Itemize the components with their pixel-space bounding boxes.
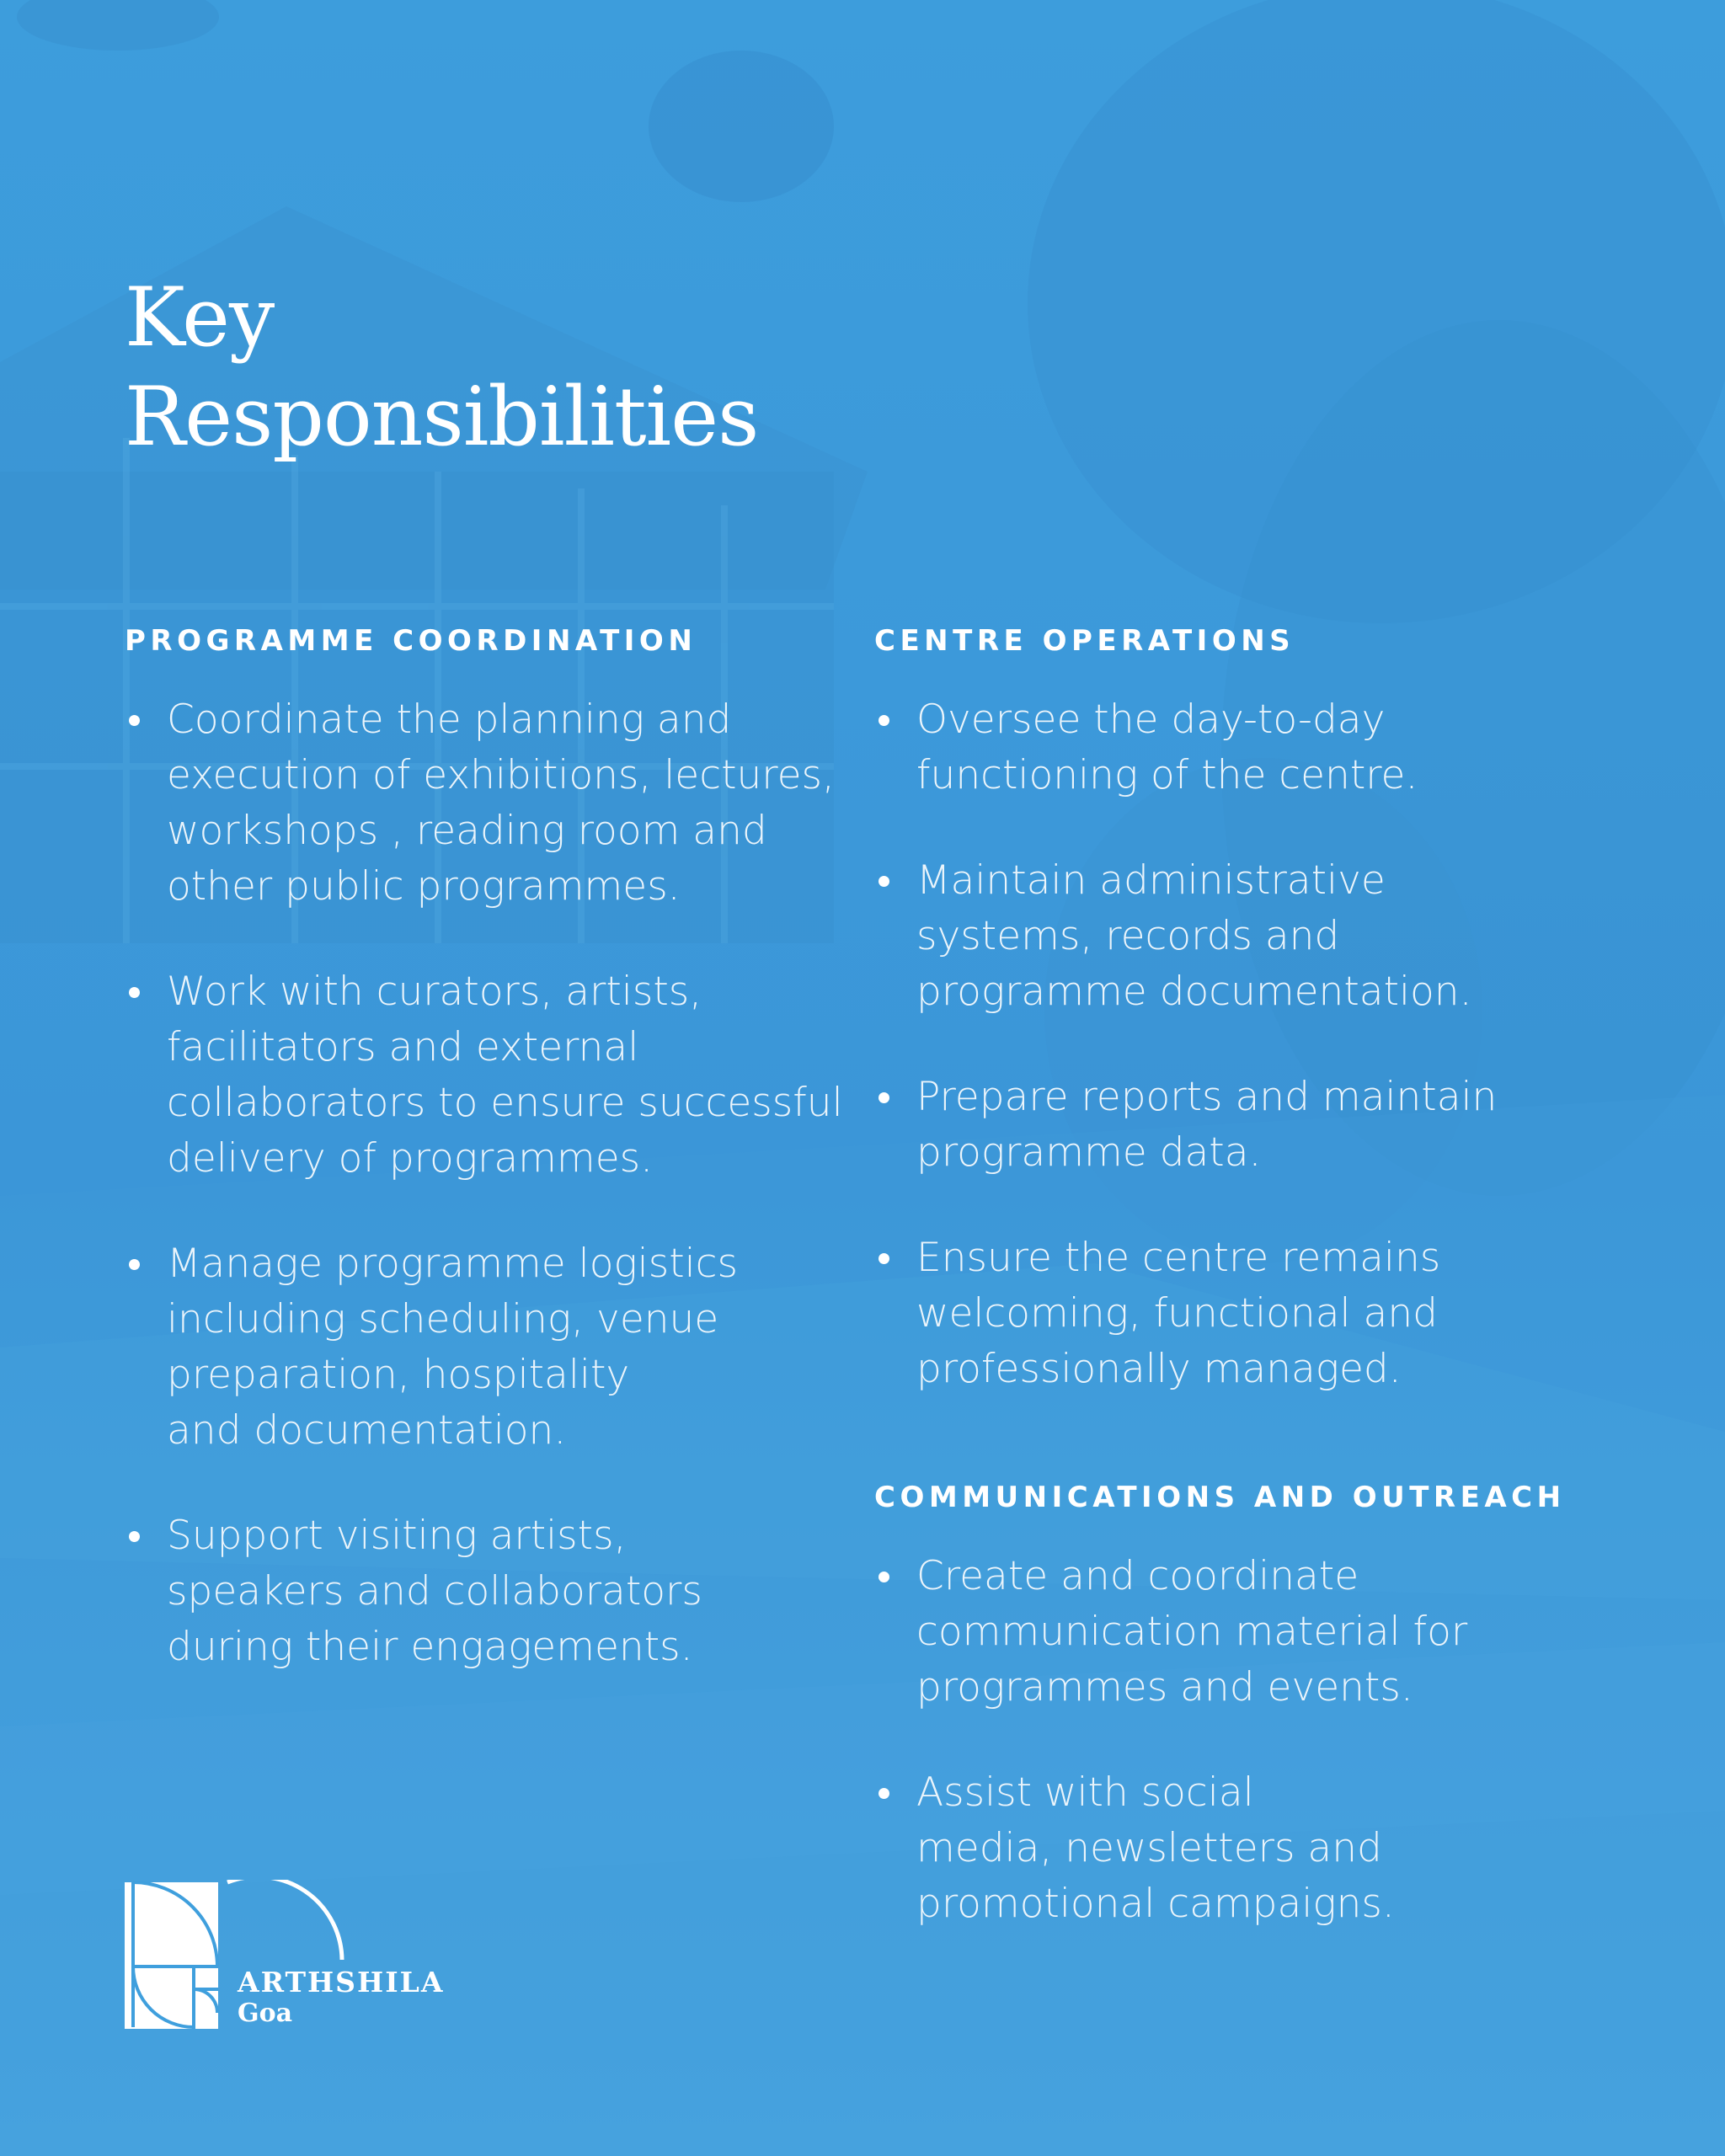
- page-title-line-2: Responsibilities: [125, 370, 759, 464]
- bullet-list: [874, 692, 1632, 1397]
- list-item: Manage programme logistics including scheduling, venue preparation, hospitality and documentation.: [125, 1236, 849, 1459]
- list-item: Create and coordinate communication material for programmes and events.: [874, 1549, 1649, 1716]
- section-heading: COMMUNICATIONS AND OUTREACH: [874, 1481, 1566, 1514]
- list-item: Ensure the centre remains welcoming, functional and professionally managed.: [874, 1230, 1632, 1397]
- page-title-line-1: Key: [125, 270, 275, 365]
- list-item: Work with curators, artists, facilitators and external collaborators to ensure successful delivery of programmes.: [125, 964, 849, 1187]
- bullet-list: [125, 692, 849, 1675]
- logo-place: Goa: [238, 1999, 293, 2028]
- section-communications-outreach: [874, 1476, 1649, 1982]
- list-item: Prepare reports and maintain programme data.: [874, 1070, 1632, 1181]
- arthshila-logo: [125, 1880, 445, 2031]
- list-item: Assist with social media, newsletters and promotional campaigns.: [874, 1765, 1649, 1932]
- list-item: Support visiting artists, speakers and collaborators during their engagements.: [125, 1508, 849, 1675]
- section-programme-coordination: [125, 620, 849, 1725]
- page-title: [125, 268, 758, 467]
- list-item: Oversee the day-to-day functioning of the centre.: [874, 692, 1632, 803]
- section-heading: PROGRAMME COORDINATION: [125, 624, 697, 658]
- logo-name: ARTHSHILA: [238, 1966, 445, 1999]
- section-centre-operations: [874, 620, 1632, 1447]
- list-item: Maintain administrative systems, records and programme documentation.: [874, 853, 1632, 1020]
- bullet-list: [874, 1549, 1649, 1932]
- list-item: Coordinate the planning and execution of exhibitions, lectures, workshops , reading room and other public programmes.: [125, 692, 849, 915]
- section-heading: CENTRE OPERATIONS: [874, 624, 1295, 658]
